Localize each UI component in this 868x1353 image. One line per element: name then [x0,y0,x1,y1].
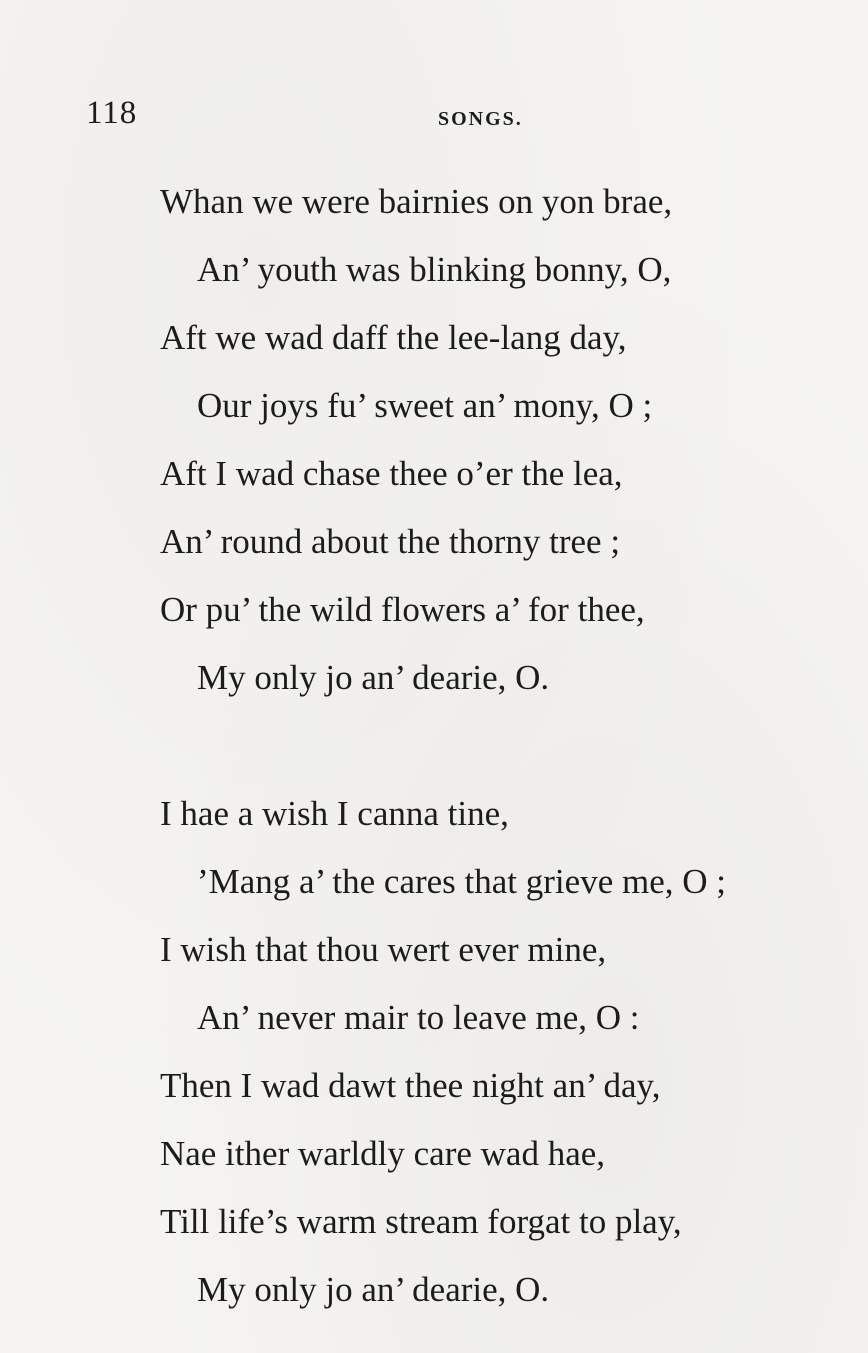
verse-line: Till life’s warm stream forgat to play, [160,1202,682,1241]
verse-line: An’ youth was blinking bonny, O, [197,250,672,289]
verse-line: Then I wad dawt thee night an’ day, [160,1066,661,1105]
verse-line: Nae ither warldly care wad hae, [160,1134,606,1173]
verse-line: I wish that thou wert ever mine, [160,930,607,969]
verse-line: An’ round about the thorny tree ; [160,522,621,561]
verse-line: Aft I wad chase thee o’er the lea, [160,454,623,493]
verse-line: Aft we wad daff the lee-lang day, [160,318,627,357]
page-number: 118 [86,95,138,131]
verse-line: I hae a wish I canna tine, [160,794,509,833]
running-head: SONGS. [438,108,523,130]
verse-line: Or pu’ the wild flowers a’ for thee, [160,590,645,629]
verse-line: My only jo an’ dearie, O. [197,1270,550,1309]
page-header [0,95,868,145]
verse-line: Whan we were bairnies on yon brae, [160,182,673,221]
verse-line: An’ never mair to leave me, O : [197,998,640,1037]
verse-line: My only jo an’ dearie, O. [197,658,550,697]
verse-line: Our joys fu’ sweet an’ mony, O ; [197,386,653,425]
verse-line: ’Mang a’ the cares that grieve me, O ; [197,862,726,901]
